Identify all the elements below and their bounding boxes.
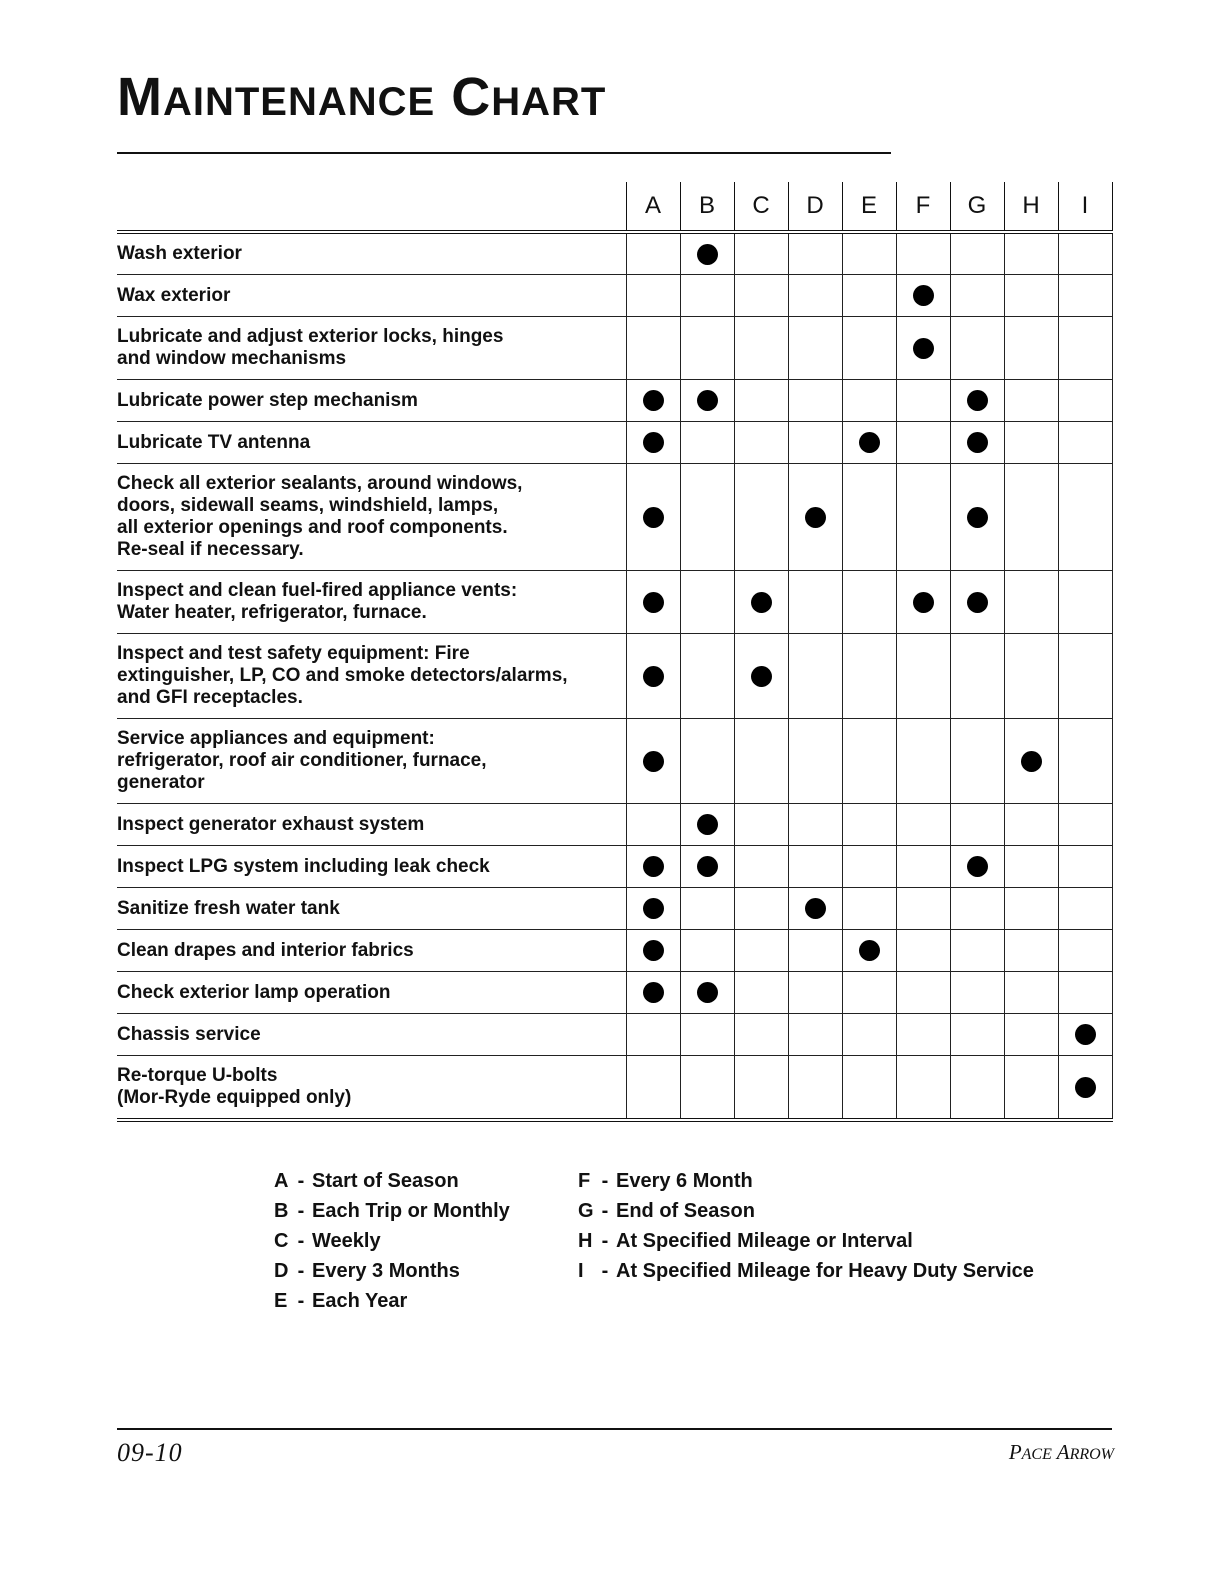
legend-separator: - (297, 1290, 305, 1312)
task-label (117, 719, 626, 804)
column-header-i: I (1058, 182, 1112, 232)
cell-c (734, 464, 788, 571)
task-label-line: Clean drapes and interior fabrics (117, 939, 414, 961)
table-header-row (117, 182, 1112, 232)
title-initial-1: M (117, 67, 163, 127)
cell-f (896, 930, 950, 972)
cell-i (1058, 719, 1112, 804)
cell-e (842, 232, 896, 275)
cell-g (950, 275, 1004, 317)
task-label-line: and window mechanisms (117, 348, 347, 369)
filled-circle-icon (697, 390, 718, 411)
cell-e (842, 1014, 896, 1056)
cell-g (950, 972, 1004, 1014)
cell-c (734, 380, 788, 422)
cell-b (680, 1056, 734, 1121)
cell-i (1058, 1056, 1112, 1121)
cell-h (1004, 380, 1058, 422)
legend-separator: - (601, 1230, 609, 1252)
cell-a (626, 571, 680, 634)
legend-separator: - (297, 1230, 305, 1252)
filled-circle-icon (805, 507, 826, 528)
cell-f (896, 317, 950, 380)
task-label-line: all exterior openings and roof components. (117, 517, 508, 538)
cell-f (896, 972, 950, 1014)
legend-text: End of Season (616, 1200, 755, 1222)
filled-circle-icon (643, 390, 664, 411)
cell-b (680, 275, 734, 317)
task-label-line: Lubricate and adjust exterior locks, hinges (117, 326, 504, 347)
filled-circle-icon (913, 338, 934, 359)
cell-e (842, 571, 896, 634)
cell-a (626, 634, 680, 719)
cell-a (626, 380, 680, 422)
cell-c (734, 972, 788, 1014)
task-label-line: (Mor-Ryde equipped only) (117, 1087, 352, 1108)
cell-e (842, 930, 896, 972)
brand-rest-2: RROW (1069, 1446, 1114, 1463)
cell-h (1004, 888, 1058, 930)
task-label (117, 571, 626, 634)
cell-c (734, 719, 788, 804)
table-row (117, 634, 1112, 719)
cell-h (1004, 719, 1058, 804)
table-row (117, 846, 1112, 888)
cell-d (788, 719, 842, 804)
task-label (117, 634, 626, 719)
brand-initial-2: A (1056, 1440, 1070, 1464)
cell-f (896, 719, 950, 804)
header-task-column (117, 182, 626, 232)
brand-rest-1: ACE (1021, 1446, 1052, 1463)
cell-h (1004, 804, 1058, 846)
legend-key: D (274, 1260, 289, 1282)
task-label-line: Chassis service (117, 1023, 261, 1045)
filled-circle-icon (913, 592, 934, 613)
cell-d (788, 275, 842, 317)
task-label-line: Inspect generator exhaust system (117, 813, 425, 835)
task-label-line: Re-torque U-bolts (117, 1065, 278, 1086)
filled-circle-icon (805, 898, 826, 919)
table-row (117, 804, 1112, 846)
legend-separator: - (297, 1170, 305, 1192)
filled-circle-icon (643, 432, 664, 453)
legend-key: B (274, 1200, 289, 1222)
cell-b (680, 846, 734, 888)
legend-item (274, 1226, 510, 1256)
legend-item (578, 1196, 1034, 1226)
legend-item (578, 1256, 1034, 1286)
filled-circle-icon (967, 390, 988, 411)
table-row (117, 972, 1112, 1014)
cell-h (1004, 275, 1058, 317)
legend-item (578, 1226, 1034, 1256)
cell-g (950, 380, 1004, 422)
cell-b (680, 464, 734, 571)
cell-g (950, 464, 1004, 571)
cell-d (788, 930, 842, 972)
cell-i (1058, 888, 1112, 930)
cell-f (896, 1056, 950, 1121)
legend-left (274, 1166, 510, 1316)
legend-text: Weekly (312, 1230, 381, 1252)
cell-h (1004, 930, 1058, 972)
cell-f (896, 1014, 950, 1056)
cell-i (1058, 464, 1112, 571)
maintenance-table (117, 182, 1113, 1122)
cell-i (1058, 634, 1112, 719)
filled-circle-icon (697, 856, 718, 877)
legend-key: I (578, 1260, 584, 1282)
cell-g (950, 634, 1004, 719)
filled-circle-icon (697, 982, 718, 1003)
cell-d (788, 464, 842, 571)
task-label-line: Sanitize fresh water tank (117, 897, 340, 919)
legend-item (578, 1166, 1034, 1196)
cell-b (680, 317, 734, 380)
cell-g (950, 804, 1004, 846)
cell-a (626, 1014, 680, 1056)
filled-circle-icon (967, 432, 988, 453)
task-label-line: Inspect LPG system including leak check (117, 855, 490, 877)
cell-f (896, 380, 950, 422)
cell-b (680, 571, 734, 634)
task-label-line: generator (117, 772, 205, 793)
cell-i (1058, 972, 1112, 1014)
cell-g (950, 719, 1004, 804)
cell-c (734, 1014, 788, 1056)
title-divider (117, 152, 891, 154)
cell-d (788, 846, 842, 888)
table-row (117, 275, 1112, 317)
filled-circle-icon (1075, 1077, 1096, 1098)
filled-circle-icon (697, 814, 718, 835)
filled-circle-icon (1021, 751, 1042, 772)
title-initial-2: C (451, 67, 492, 127)
cell-h (1004, 422, 1058, 464)
filled-circle-icon (751, 666, 772, 687)
title-rest-1: AINTENANCE (162, 80, 436, 124)
brand-name (1009, 1440, 1114, 1465)
table-body (117, 232, 1112, 1120)
legend-text: At Specified Mileage for Heavy Duty Service (616, 1260, 1034, 1282)
cell-i (1058, 232, 1112, 275)
column-header-d: D (788, 182, 842, 232)
cell-a (626, 930, 680, 972)
filled-circle-icon (643, 856, 664, 877)
cell-f (896, 232, 950, 275)
legend-separator: - (297, 1200, 305, 1222)
cell-d (788, 1014, 842, 1056)
cell-a (626, 972, 680, 1014)
cell-a (626, 464, 680, 571)
legend-separator: - (601, 1170, 609, 1192)
filled-circle-icon (643, 592, 664, 613)
cell-d (788, 804, 842, 846)
legend-key: G (578, 1200, 594, 1222)
cell-d (788, 380, 842, 422)
legend-text: Every 6 Month (616, 1170, 753, 1192)
legend-separator: - (601, 1260, 609, 1282)
cell-b (680, 232, 734, 275)
task-label (117, 846, 626, 888)
filled-circle-icon (643, 982, 664, 1003)
table-row (117, 317, 1112, 380)
cell-e (842, 422, 896, 464)
cell-e (842, 804, 896, 846)
task-label-line: Wash exterior (117, 243, 242, 264)
cell-c (734, 317, 788, 380)
cell-a (626, 422, 680, 464)
cell-e (842, 464, 896, 571)
cell-c (734, 422, 788, 464)
table-row (117, 1056, 1112, 1121)
cell-d (788, 634, 842, 719)
cell-d (788, 232, 842, 275)
column-header-e: E (842, 182, 896, 232)
filled-circle-icon (697, 244, 718, 265)
filled-circle-icon (1075, 1024, 1096, 1045)
cell-f (896, 634, 950, 719)
cell-g (950, 232, 1004, 275)
cell-i (1058, 930, 1112, 972)
legend-text: Each Year (312, 1290, 408, 1312)
table-row (117, 464, 1112, 571)
cell-i (1058, 275, 1112, 317)
cell-a (626, 804, 680, 846)
cell-c (734, 634, 788, 719)
legend-key: F (578, 1170, 591, 1192)
footer-divider (117, 1428, 1112, 1430)
cell-d (788, 888, 842, 930)
filled-circle-icon (643, 507, 664, 528)
task-label (117, 317, 626, 380)
cell-i (1058, 804, 1112, 846)
filled-circle-icon (751, 592, 772, 613)
legend-key: H (578, 1230, 593, 1252)
cell-b (680, 930, 734, 972)
cell-e (842, 317, 896, 380)
task-label (117, 1056, 626, 1121)
cell-d (788, 1056, 842, 1121)
cell-c (734, 804, 788, 846)
column-header-c: C (734, 182, 788, 232)
cell-c (734, 571, 788, 634)
cell-b (680, 804, 734, 846)
column-header-b: B (680, 182, 734, 232)
cell-b (680, 719, 734, 804)
cell-f (896, 804, 950, 846)
cell-e (842, 1056, 896, 1121)
filled-circle-icon (913, 285, 934, 306)
cell-e (842, 846, 896, 888)
table-row (117, 888, 1112, 930)
cell-b (680, 380, 734, 422)
cell-h (1004, 571, 1058, 634)
cell-d (788, 972, 842, 1014)
filled-circle-icon (859, 432, 880, 453)
cell-f (896, 275, 950, 317)
cell-a (626, 846, 680, 888)
legend-item (274, 1256, 510, 1286)
legend-item (274, 1196, 510, 1226)
cell-b (680, 634, 734, 719)
legend-text: Start of Season (312, 1170, 459, 1192)
cell-g (950, 846, 1004, 888)
task-label-line: Lubricate power step mechanism (117, 389, 418, 411)
cell-b (680, 888, 734, 930)
task-label (117, 380, 626, 422)
task-label (117, 422, 626, 464)
task-label (117, 1014, 626, 1056)
cell-a (626, 317, 680, 380)
cell-b (680, 422, 734, 464)
filled-circle-icon (643, 940, 664, 961)
filled-circle-icon (967, 856, 988, 877)
cell-i (1058, 317, 1112, 380)
cell-f (896, 464, 950, 571)
legend-separator: - (601, 1200, 609, 1222)
cell-e (842, 275, 896, 317)
column-header-g: G (950, 182, 1004, 232)
task-label (117, 232, 626, 275)
legend-key: E (274, 1290, 288, 1312)
cell-d (788, 422, 842, 464)
cell-c (734, 888, 788, 930)
cell-b (680, 972, 734, 1014)
task-label (117, 888, 626, 930)
cell-i (1058, 846, 1112, 888)
task-label-line: Re-seal if necessary. (117, 539, 304, 560)
table-row (117, 719, 1112, 804)
cell-a (626, 275, 680, 317)
cell-e (842, 719, 896, 804)
cell-h (1004, 232, 1058, 275)
filled-circle-icon (967, 592, 988, 613)
title-rest-2: HART (491, 80, 607, 124)
legend-text: Every 3 Months (312, 1260, 460, 1282)
cell-d (788, 317, 842, 380)
cell-d (788, 571, 842, 634)
table-row (117, 232, 1112, 275)
cell-a (626, 1056, 680, 1121)
task-label-line: Inspect and test safety equipment: Fire (117, 643, 470, 664)
table-row (117, 571, 1112, 634)
cell-g (950, 1056, 1004, 1121)
cell-f (896, 571, 950, 634)
legend-separator: - (297, 1260, 305, 1282)
filled-circle-icon (643, 898, 664, 919)
cell-i (1058, 422, 1112, 464)
cell-c (734, 930, 788, 972)
cell-h (1004, 1014, 1058, 1056)
task-label (117, 930, 626, 972)
cell-i (1058, 1014, 1112, 1056)
legend-right (578, 1166, 1034, 1286)
cell-a (626, 888, 680, 930)
page-number: 09-10 (117, 1438, 183, 1467)
table-row (117, 1014, 1112, 1056)
table-row (117, 380, 1112, 422)
task-label-line: and GFI receptacles. (117, 687, 303, 708)
filled-circle-icon (643, 666, 664, 687)
cell-g (950, 422, 1004, 464)
task-label-line: doors, sidewall seams, windshield, lamps, (117, 495, 499, 516)
task-label-line: Service appliances and equipment: (117, 728, 435, 749)
cell-c (734, 846, 788, 888)
column-header-f: F (896, 182, 950, 232)
legend-item (274, 1286, 510, 1316)
cell-e (842, 380, 896, 422)
task-label-line: Check exterior lamp operation (117, 981, 391, 1003)
task-label-line: Water heater, refrigerator, furnace. (117, 602, 427, 623)
legend-key: A (274, 1170, 289, 1192)
cell-e (842, 888, 896, 930)
cell-e (842, 972, 896, 1014)
cell-a (626, 232, 680, 275)
task-label-line: Lubricate TV antenna (117, 431, 311, 453)
cell-i (1058, 380, 1112, 422)
legend-text: At Specified Mileage or Interval (616, 1230, 913, 1252)
cell-g (950, 930, 1004, 972)
brand-initial-1: P (1008, 1440, 1022, 1464)
legend-key: C (274, 1230, 289, 1252)
cell-h (1004, 1056, 1058, 1121)
cell-h (1004, 972, 1058, 1014)
task-label-line: Check all exterior sealants, around windows, (117, 473, 523, 494)
filled-circle-icon (967, 507, 988, 528)
cell-h (1004, 634, 1058, 719)
task-label (117, 464, 626, 571)
task-label-line: Inspect and clean fuel-fired appliance vents: (117, 580, 518, 601)
task-label-line: refrigerator, roof air conditioner, furnace, (117, 750, 487, 771)
cell-b (680, 1014, 734, 1056)
cell-c (734, 1056, 788, 1121)
legend-text: Each Trip or Monthly (312, 1200, 510, 1222)
task-label-line: extinguisher, LP, CO and smoke detectors/alarms, (117, 665, 568, 686)
task-label-line: Wax exterior (117, 284, 231, 306)
column-header-h: H (1004, 182, 1058, 232)
page-title (117, 67, 607, 127)
cell-a (626, 719, 680, 804)
table-row (117, 422, 1112, 464)
column-header-a: A (626, 182, 680, 232)
cell-f (896, 422, 950, 464)
cell-e (842, 634, 896, 719)
cell-g (950, 317, 1004, 380)
task-label (117, 275, 626, 317)
cell-h (1004, 317, 1058, 380)
cell-g (950, 1014, 1004, 1056)
task-label (117, 804, 626, 846)
cell-h (1004, 846, 1058, 888)
task-label (117, 972, 626, 1014)
cell-f (896, 846, 950, 888)
cell-g (950, 888, 1004, 930)
table-row (117, 930, 1112, 972)
cell-c (734, 275, 788, 317)
cell-h (1004, 464, 1058, 571)
cell-c (734, 232, 788, 275)
cell-i (1058, 571, 1112, 634)
filled-circle-icon (643, 751, 664, 772)
filled-circle-icon (859, 940, 880, 961)
cell-f (896, 888, 950, 930)
legend-item (274, 1166, 510, 1196)
cell-g (950, 571, 1004, 634)
